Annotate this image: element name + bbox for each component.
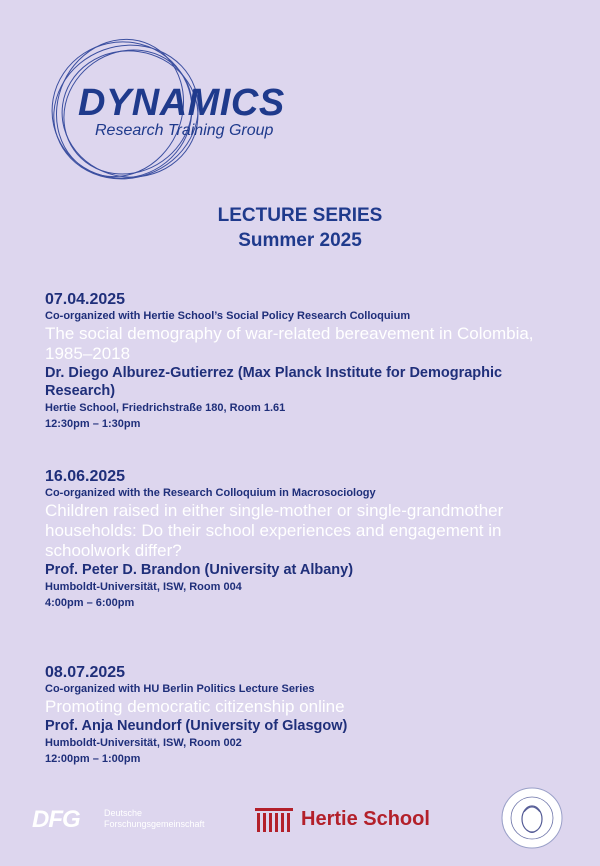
event-time: 12:30pm – 1:30pm: [45, 418, 141, 430]
event-location: Hertie School, Friedrichstraße 180, Room 1.61: [45, 402, 286, 414]
logo-title: DYNAMICS: [78, 82, 285, 124]
event-location: Humboldt-Universität, ISW, Room 004: [45, 581, 242, 593]
logo-subtitle: Research Training Group: [95, 122, 274, 139]
event-coorganizer: Co-organized with HU Berlin Politics Lecture Series: [45, 683, 315, 695]
event-date: 16.06.2025: [45, 468, 126, 485]
event-coorganizer: Co-organized with the Research Colloquium in Macrosociology: [45, 487, 376, 499]
event-speaker: Dr. Diego Alburez-Gutierrez (Max Planck Institute for Demographic Research): [45, 365, 503, 399]
event-date: 07.04.2025: [45, 291, 126, 308]
event-title: Children raised in either single-mother or single-grandmother households: Do their school experiences and engagement in schoolwork differ?: [45, 501, 504, 560]
hertie-building-icon: [255, 808, 293, 832]
series-term: Summer 2025: [238, 230, 362, 251]
dfg-mark: DFG: [32, 806, 80, 833]
footer-logos: [0, 780, 600, 860]
event-2: [45, 467, 565, 611]
event-title: The social demography of war-related bereavement in Colombia, 1985–2018: [45, 324, 534, 363]
hertie-name: Hertie School: [301, 808, 430, 830]
series-heading: [0, 203, 600, 253]
dfg-line-1: Deutsche: [104, 808, 143, 818]
event-speaker: Prof. Anja Neundorf (University of Glasgow): [45, 718, 348, 734]
event-1: [45, 290, 565, 432]
event-location: Humboldt-Universität, ISW, Room 002: [45, 737, 242, 749]
event-coorganizer: Co-organized with Hertie School’s Social Policy Research Colloquium: [45, 310, 411, 322]
event-time: 4:00pm – 6:00pm: [45, 597, 135, 609]
event-3: [45, 663, 565, 767]
dfg-name: [104, 808, 205, 830]
dfg-logo: [32, 806, 205, 834]
event-speaker: Prof. Peter D. Brandon (University at Albany): [45, 562, 354, 578]
humboldt-seal-icon: [500, 786, 564, 850]
event-time: 12:00pm – 1:00pm: [45, 753, 141, 765]
event-title: Promoting democratic citizenship online: [45, 697, 345, 716]
dfg-line-2: Forschungsgemeinschaft: [104, 819, 205, 829]
series-title: LECTURE SERIES: [217, 205, 383, 226]
event-date: 08.07.2025: [45, 664, 126, 681]
